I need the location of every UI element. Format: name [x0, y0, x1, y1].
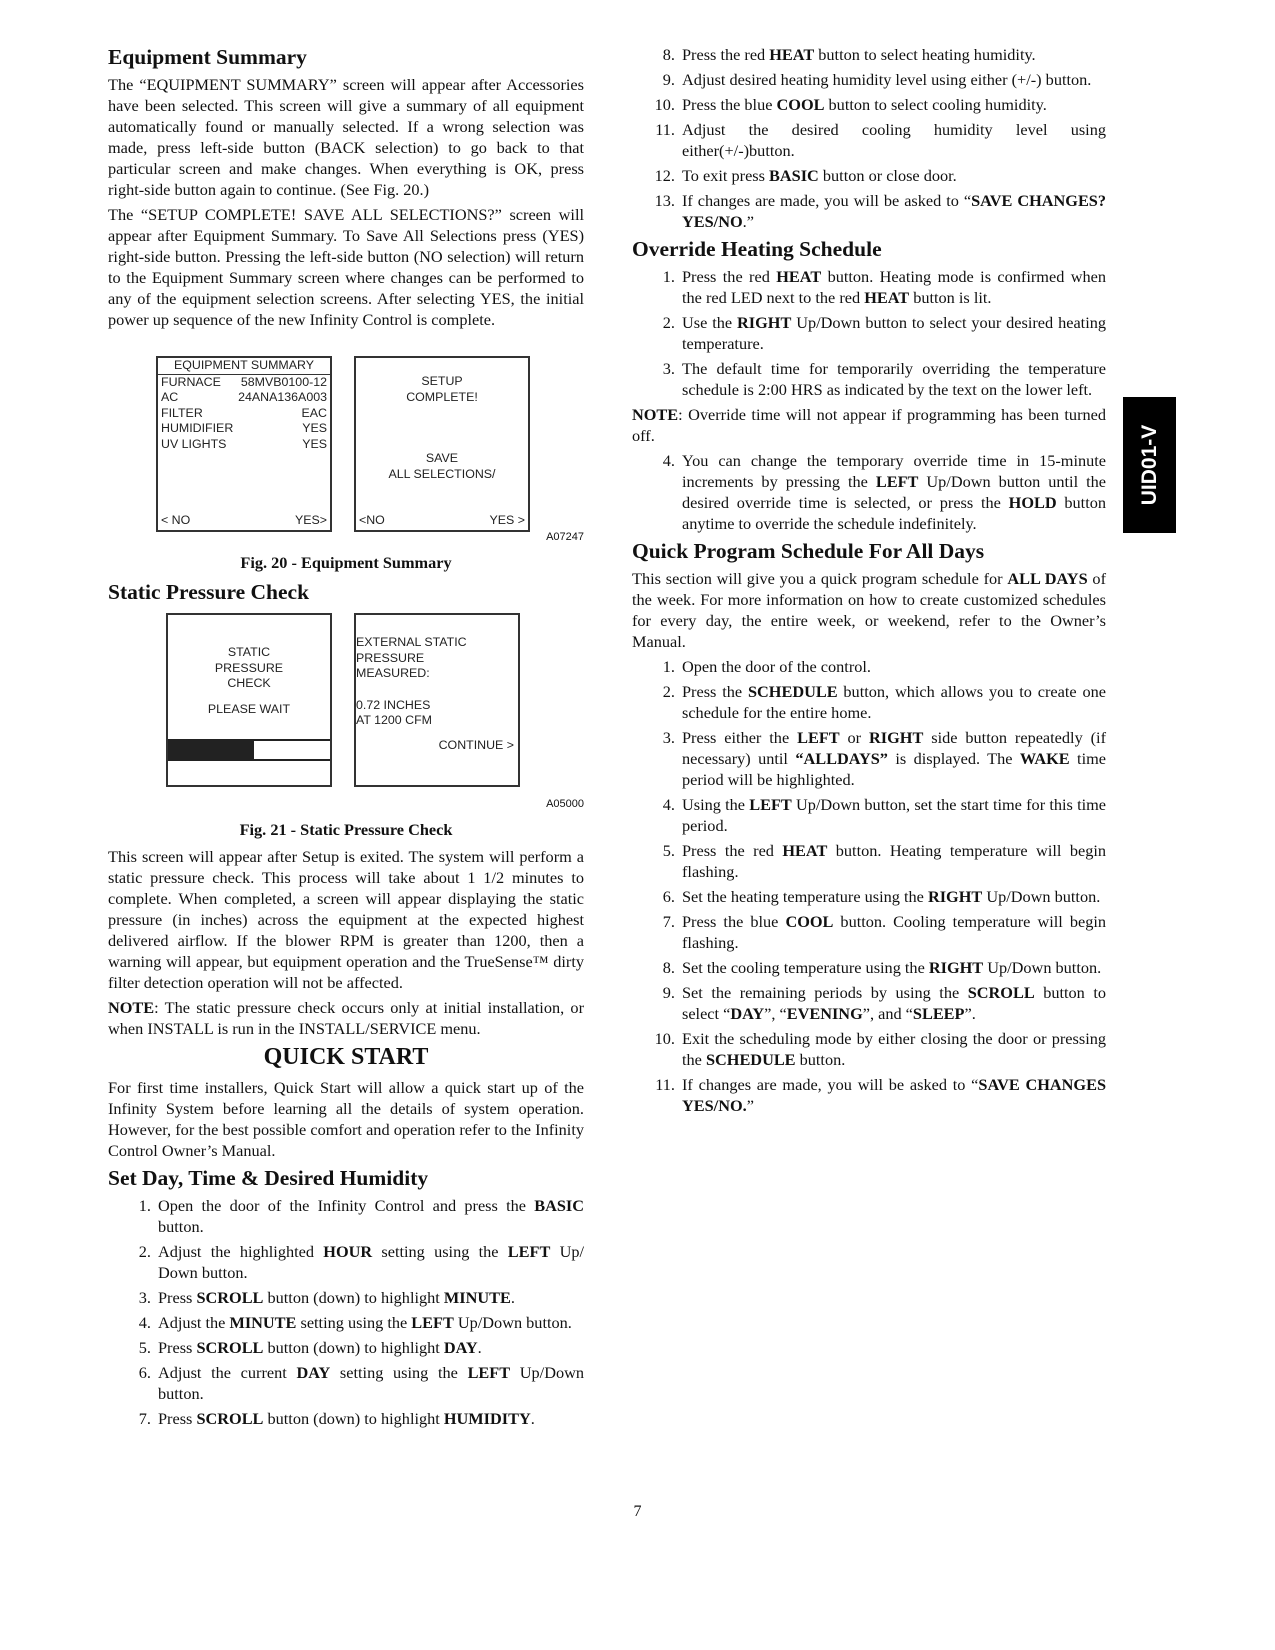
- list-item: 2. Adjust the highlighted HOUR setting using the LEFT Up/ Down button.: [108, 1241, 584, 1283]
- step-list: [632, 656, 1106, 1116]
- step-number: 1.: [662, 657, 675, 676]
- note: NOTE: Override time will not appear if programming has been turned off.: [632, 405, 1106, 445]
- step-number: 2.: [138, 1242, 151, 1261]
- list-item: 12. To exit press BASIC button or close door.: [632, 165, 1106, 186]
- list-item: 6. Set the heating temperature using the RIGHT Up/Down button.: [632, 886, 1106, 907]
- step-number: 1.: [662, 267, 675, 286]
- step-number: 3.: [138, 1288, 151, 1307]
- paragraph: This section will give you a quick program schedule for ALL DAYS of the week. For more information on how to create customized schedules for every day, the entire week, or weekend, refer to the Owner’s Manual.: [632, 569, 1106, 651]
- progress-bar: [168, 739, 330, 761]
- step-number: 8.: [662, 958, 675, 977]
- quick-start-heading: QUICK START: [263, 1044, 429, 1070]
- list-item: 6. Adjust the current DAY setting using the LEFT Up/Down button.: [108, 1362, 584, 1404]
- list-item: 9. Set the remaining periods by using the SCROLL button to select “DAY”, “EVENING”, and “SLEEP”.: [632, 982, 1106, 1024]
- setup-complete-screen: SETUP COMPLETE! SAVE ALL SELECTIONS/ <NO YES >: [354, 356, 530, 532]
- static-pressure-wait-screen: STATIC PRESSURE CHECK PLEASE WAIT: [166, 613, 332, 787]
- step-list: [108, 1195, 584, 1429]
- step-number: 4.: [662, 451, 675, 470]
- paragraph: For first time installers, Quick Start will allow a quick start up of the Infinity System before learning all the details of system operation. However, for the best possible comfort and operation refer to the Infinity Control Owner’s Manual.: [108, 1078, 584, 1160]
- no-softkey: <NO: [359, 512, 385, 527]
- step-number: 10.: [654, 1029, 675, 1048]
- list-item: 10. Exit the scheduling mode by either closing the door or pressing the SCHEDULE button.: [632, 1028, 1106, 1070]
- list-item: 2. Use the RIGHT Up/Down button to select your desired heating temperature.: [632, 312, 1106, 354]
- equipment-row: UV LIGHTS YES: [161, 436, 327, 451]
- list-item: 7. Press SCROLL button (down) to highlight HUMIDITY.: [108, 1408, 584, 1429]
- step-number: 5.: [662, 841, 675, 860]
- list-item: 10. Press the blue COOL button to select cooling humidity.: [632, 94, 1106, 115]
- step-number: 6.: [138, 1363, 151, 1382]
- step-list: [632, 266, 1106, 400]
- step-number: 8.: [662, 45, 675, 64]
- section-heading-set-day: Set Day, Time & Desired Humidity: [108, 1166, 429, 1190]
- equipment-row: AC 24ANA136A003: [161, 390, 327, 404]
- figure-20: [108, 344, 584, 550]
- equipment-row: HUMIDIFIER YES: [161, 421, 327, 435]
- step-list: [632, 44, 1106, 232]
- equipment-row: FILTER EAC: [161, 405, 327, 420]
- step-number: 7.: [662, 912, 675, 931]
- step-number: 6.: [662, 887, 675, 906]
- step-list: [632, 450, 1106, 534]
- step-number: 3.: [662, 728, 675, 747]
- section-heading-equipment-summary: Equipment Summary: [108, 45, 307, 69]
- continue-softkey: CONTINUE >: [438, 737, 514, 752]
- left-column: [108, 44, 584, 1433]
- list-item: 1. Press the red HEAT button. Heating mode is confirmed when the red LED next to the red HEAT button is lit.: [632, 266, 1106, 308]
- page-number: 7: [633, 1503, 642, 1520]
- step-number: 2.: [662, 313, 675, 332]
- screen-softkeys: [161, 513, 327, 529]
- section-tab: UID01-V: [1123, 397, 1176, 533]
- note: NOTE: The static pressure check occurs only at initial installation, or when INSTALL is run in the INSTALL/SERVICE menu.: [108, 998, 584, 1038]
- figure-caption: Fig. 21 - Static Pressure Check: [239, 820, 453, 839]
- list-item: 4. Using the LEFT Up/Down button, set the start time for this time period.: [632, 794, 1106, 836]
- step-number: 12.: [654, 166, 675, 185]
- list-item: 11. Adjust the desired cooling humidity level using either(+/-)button.: [632, 119, 1106, 161]
- step-number: 9.: [662, 70, 675, 89]
- list-item: 8. Set the cooling temperature using the RIGHT Up/Down button.: [632, 957, 1106, 978]
- step-number: 10.: [654, 95, 675, 114]
- list-item: 9. Adjust desired heating humidity level using either (+/-) button.: [632, 69, 1106, 90]
- equipment-row: FURNACE 58MVB0100-12: [161, 374, 327, 389]
- equipment-summary-screen: [156, 356, 332, 532]
- list-item: 4. Adjust the MINUTE setting using the LEFT Up/Down button.: [108, 1312, 584, 1333]
- figure-21: [108, 611, 584, 817]
- list-item: 5. Press SCROLL button (down) to highlight DAY.: [108, 1337, 584, 1358]
- right-column: [632, 44, 1106, 1120]
- yes-softkey: YES >: [489, 512, 525, 527]
- section-heading-override: Override Heating Schedule: [632, 237, 882, 261]
- step-number: 11.: [655, 1075, 675, 1094]
- list-item: 1. Open the door of the Infinity Control and press the BASIC button.: [108, 1195, 584, 1237]
- step-number: 7.: [138, 1409, 151, 1428]
- section-heading-quick-program: Quick Program Schedule For All Days: [632, 539, 985, 563]
- step-number: 3.: [662, 359, 675, 378]
- paragraph: The “EQUIPMENT SUMMARY” screen will appear after Accessories have been selected. This screen will give a summary of all equipment automatically found or manually selected. If a wrong selection was made, press left-side button (BACK selection) to go back to that particular screen and make changes. When everything is OK, press right-side button again to continue. (See Fig. 20.): [108, 75, 584, 199]
- step-number: 1.: [138, 1196, 151, 1215]
- step-number: 9.: [662, 983, 675, 1002]
- figure-caption: Fig. 20 - Equipment Summary: [240, 553, 452, 572]
- progress-fill: [168, 741, 254, 759]
- list-item: 2. Press the SCHEDULE button, which allows you to create one schedule for the entire home.: [632, 681, 1106, 723]
- list-item: 4. You can change the temporary override time in 15-minute increments by pressing the LEFT Up/Down button until the desired override time is selected, or press the HOLD button anytime to override the schedule indefinitely.: [632, 450, 1106, 534]
- list-item: 11. If changes are made, you will be asked to “SAVE CHANGES YES/NO.”: [632, 1074, 1106, 1116]
- list-item: 3. Press either the LEFT or RIGHT side button repeatedly (if necessary) until “ALLDAYS” is displayed. The WAKE time period will be highlighted.: [632, 727, 1106, 790]
- list-item: 3. Press SCROLL button (down) to highlight MINUTE.: [108, 1287, 584, 1308]
- list-item: 1. Open the door of the control.: [632, 656, 1106, 677]
- list-item: 5. Press the red HEAT button. Heating temperature will begin flashing.: [632, 840, 1106, 882]
- no-softkey: < NO: [161, 512, 191, 527]
- paragraph: The “SETUP COMPLETE! SAVE ALL SELECTIONS?” screen will appear after Equipment Summary. To Save All Selections press (YES) right-side button. Pressing the left-side button (NO selection) will return to the Equipment Summary screen where changes can be performed to any of the equipment selection screens. After selecting YES, the initial power up sequence of the new Infinity Control is complete.: [108, 205, 584, 329]
- step-number: 4.: [138, 1313, 151, 1332]
- screen-softkeys: [359, 513, 525, 529]
- yes-softkey: YES>: [294, 512, 327, 527]
- step-number: 2.: [662, 682, 675, 701]
- figure-id: A07247: [546, 531, 584, 543]
- list-item: 13. If changes are made, you will be asked to “SAVE CHANGES? YES/NO.”: [632, 190, 1106, 232]
- list-item: 3. The default time for temporarily overriding the temperature schedule is 2:00 HRS as indicated by the text on the lower left.: [632, 358, 1106, 400]
- section-heading-static-pressure: Static Pressure Check: [108, 580, 310, 604]
- step-number: 5.: [138, 1338, 151, 1357]
- figure-id: A05000: [546, 798, 584, 810]
- list-item: 7. Press the blue COOL button. Cooling temperature will begin flashing.: [632, 911, 1106, 953]
- step-number: 11.: [655, 120, 675, 139]
- paragraph: This screen will appear after Setup is exited. The system will perform a static pressure check. This process will take about 1 1/2 minutes to complete. When completed, a screen will appear displaying the static pressure (in inches) across the equipment at the expected highest delivered airflow. If the blower RPM is greater than 1200, then a warning will appear, but equipment operation and the TrueSense™ dirty filter detection operation will not be affected.: [108, 847, 584, 992]
- list-item: 8. Press the red HEAT button to select heating humidity.: [632, 44, 1106, 65]
- static-pressure-result-screen: EXTERNAL STATIC PRESSURE MEASURED: 0.72 INCHES AT 1200 CFM CONTINUE >: [354, 613, 520, 787]
- step-number: 4.: [662, 795, 675, 814]
- step-number: 13.: [654, 191, 675, 210]
- screen-title: EQUIPMENT SUMMARY: [158, 358, 330, 375]
